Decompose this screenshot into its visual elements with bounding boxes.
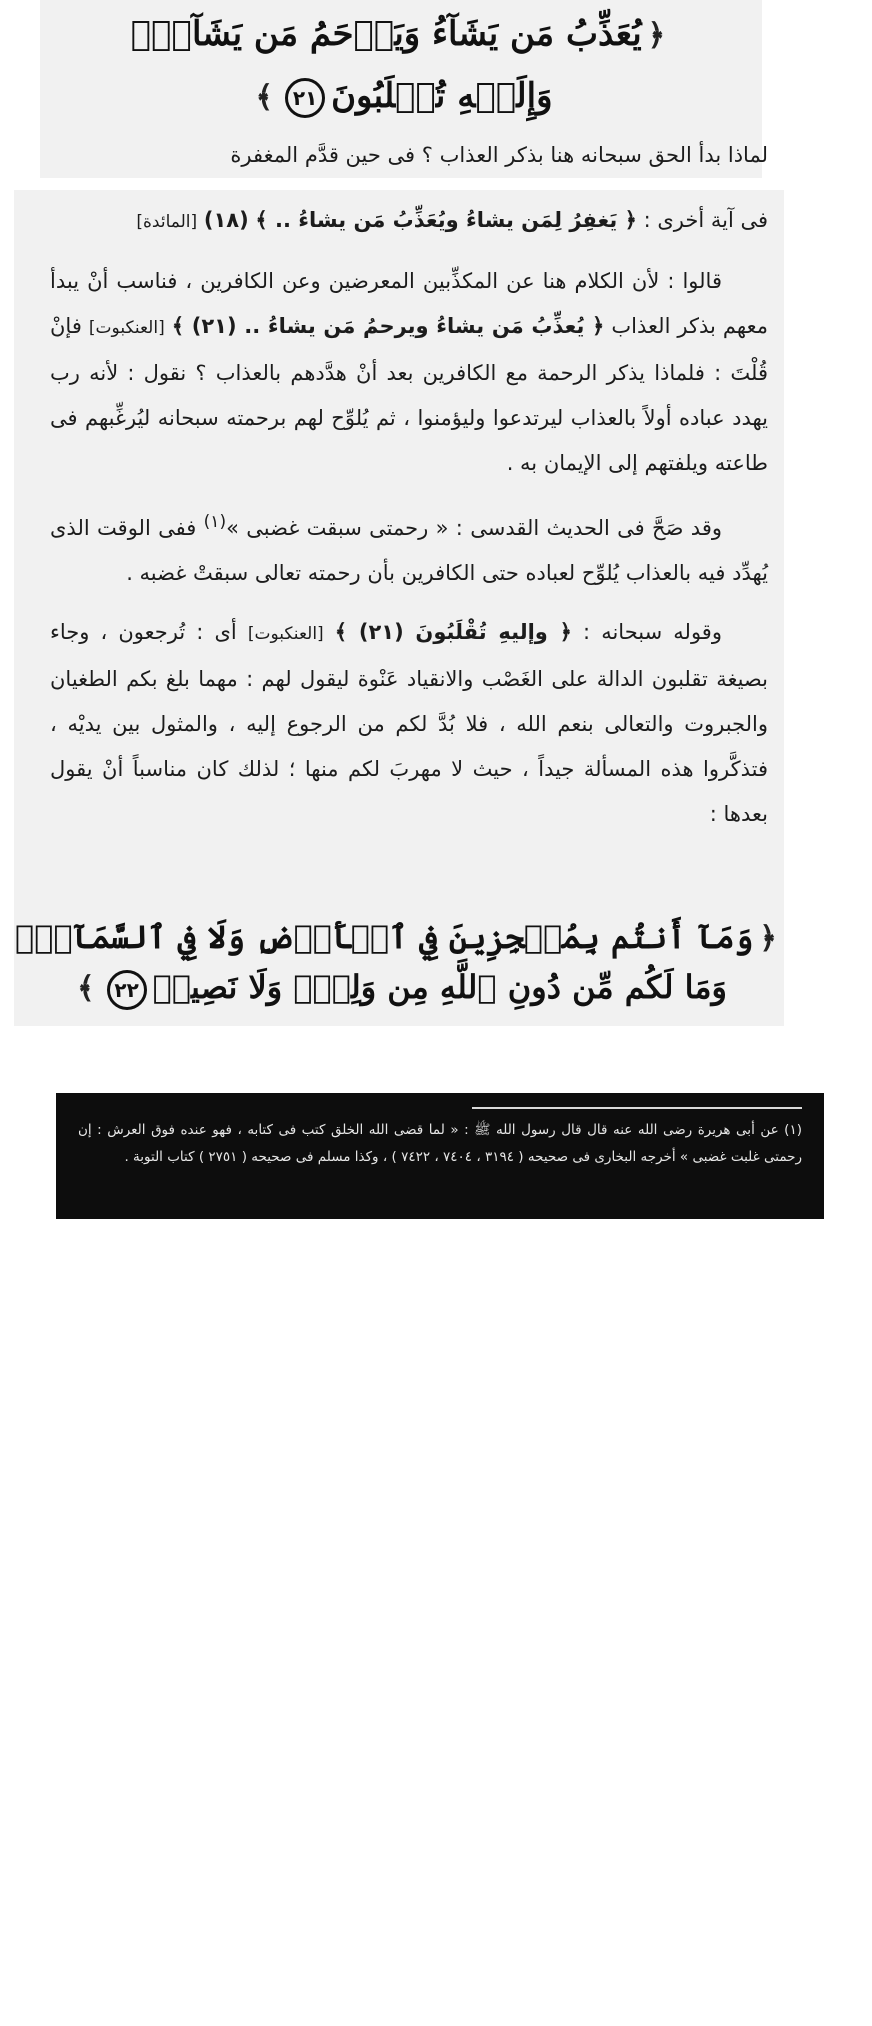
footnote-text: (١) عن أبى هريرة رضى الله عنه قال قال رسول الله ﷺ : « لما قضى الله الخلق كتب فى كتابه ، فهو عنده فوق العرش : إن رحمتى غلبت غضبى » أخرجه البخارى فى صحيحه ( ٣١٩٤ ، ٧٤٠٤ ، ٧٤٢٢ ) ، وكذا مسلم فى صحيحه ( ٢٧٥١ ) كتاب التوبة .	[78, 1122, 802, 1165]
verse-number: (١٨)	[203, 208, 249, 232]
quran-quote: ﴿ يَغفِرُ لِمَن يشاءُ ويُعَذِّبُ مَن يشاءُ .. ﴾	[255, 208, 637, 232]
verse-text: يُعَذِّبُ مَن يَشَآءُ وَيَرۡحَمُ مَن يَشَآءُۖ	[130, 14, 642, 54]
surah-reference: [المائدة]	[136, 212, 198, 232]
verse-text: وَمَا لَكُم مِّن دُونِ ٱللَّهِ مِن وَلِيّٖ وَلَا نَصِيرٖ	[152, 968, 727, 1006]
surah-reference: [العنكبوت]	[88, 318, 165, 338]
paragraph-text: وقوله سبحانه :	[583, 620, 722, 644]
verse-ornament-icon: ﴿	[759, 921, 777, 956]
paragraph-text: وقد صَحَّ فى الحديث القدسى : « رحمتى سبقت غضبى »	[226, 516, 722, 540]
verse-text: وَمَآ أَنتُم بِمُعۡجِزِينَ فِي ٱلۡأَرۡضِ وَلَا فِي ٱلسَّمَآءِۖ	[15, 918, 754, 956]
top-verse-line2	[40, 70, 762, 124]
question-line	[56, 136, 768, 174]
paragraph-text: فى آية أخرى :	[643, 208, 768, 232]
quran-quote: ﴿ وإليهِ تُقْلَبُونَ (٢١) ﴾	[334, 620, 572, 644]
question-text: لماذا بدأ الحق سبحانه هنا بذكر العذاب ؟ فى حين قدَّم المغفرة	[230, 143, 768, 167]
paragraph-3	[50, 500, 768, 596]
paragraph-text: ففى الوقت الذى يُهدِّد فيه بالعذاب يُلوِّح لعباده حتى الكافرين بأن رحمته تعالى سبقتْ غضبه .	[50, 516, 768, 585]
verse-text: وَإِلَيۡهِ تُقۡلَبُونَ	[331, 76, 553, 116]
quran-quote: ﴿ يُعذِّبُ مَن يشاءُ ويرحمُ مَن يشاءُ .. (٢١) ﴾	[171, 314, 605, 338]
body-text	[50, 198, 768, 837]
verse-ornament-icon: ﴿	[647, 18, 666, 53]
verse-number-badge: ٢٢	[107, 970, 147, 1010]
top-verse-line1	[40, 8, 762, 62]
bottom-verse-line2	[14, 962, 784, 1014]
footnote-box	[56, 1093, 824, 1219]
paragraph-text: قالوا : لأن الكلام هنا عن المكذِّبين المعرضين وعن الكافرين ، فناسب أنْ يبدأ معهم بذكر العذاب	[50, 269, 768, 338]
surah-reference: [العنكبوت]	[247, 624, 324, 644]
paragraph-text: أى : تُرجعون ، وجاء بصيغة تقلبون الدالة على الغَصْب والانقياد عَنْوة ليقول لهم : مهما بلغ بكم الطغيان والجبروت والتعالى بنعم الله ، فلا بُدَّ لكم من الرجوع إليه ، والمثول بين يديْه ، فتذكَّروا هذه المسألة جيداً ، حيث لا مهربَ لكم منها ؛ لذلك كان مناسباً أنْ يقول بعدها :	[50, 620, 768, 826]
paragraph-4	[50, 610, 768, 837]
verse-ornament-icon: ﴾	[77, 971, 95, 1006]
verse-number-badge: ٢١	[285, 78, 325, 118]
paragraph-text: فإنْ قُلْتَ : فلماذا يذكر الرحمة مع الكافرين بعد أنْ هدَّدهم بالعذاب ؟ نقول : لأنه رب يهدد عباده أولاً بالعذاب ليرتدعوا وليؤمنوا ، ثم يُلوِّح لهم برحمته سبحانه ليُرغِّبهم فى طاعته ويلفتهم إلى الإيمان به .	[50, 314, 768, 475]
bottom-verse-line1	[14, 912, 784, 964]
footnote-reference[interactable]: (١)	[203, 512, 227, 532]
verse-ornament-icon: ﴾	[255, 80, 274, 115]
paragraph-1	[50, 198, 768, 245]
footnote-divider	[472, 1107, 802, 1109]
paragraph-2	[50, 259, 768, 486]
